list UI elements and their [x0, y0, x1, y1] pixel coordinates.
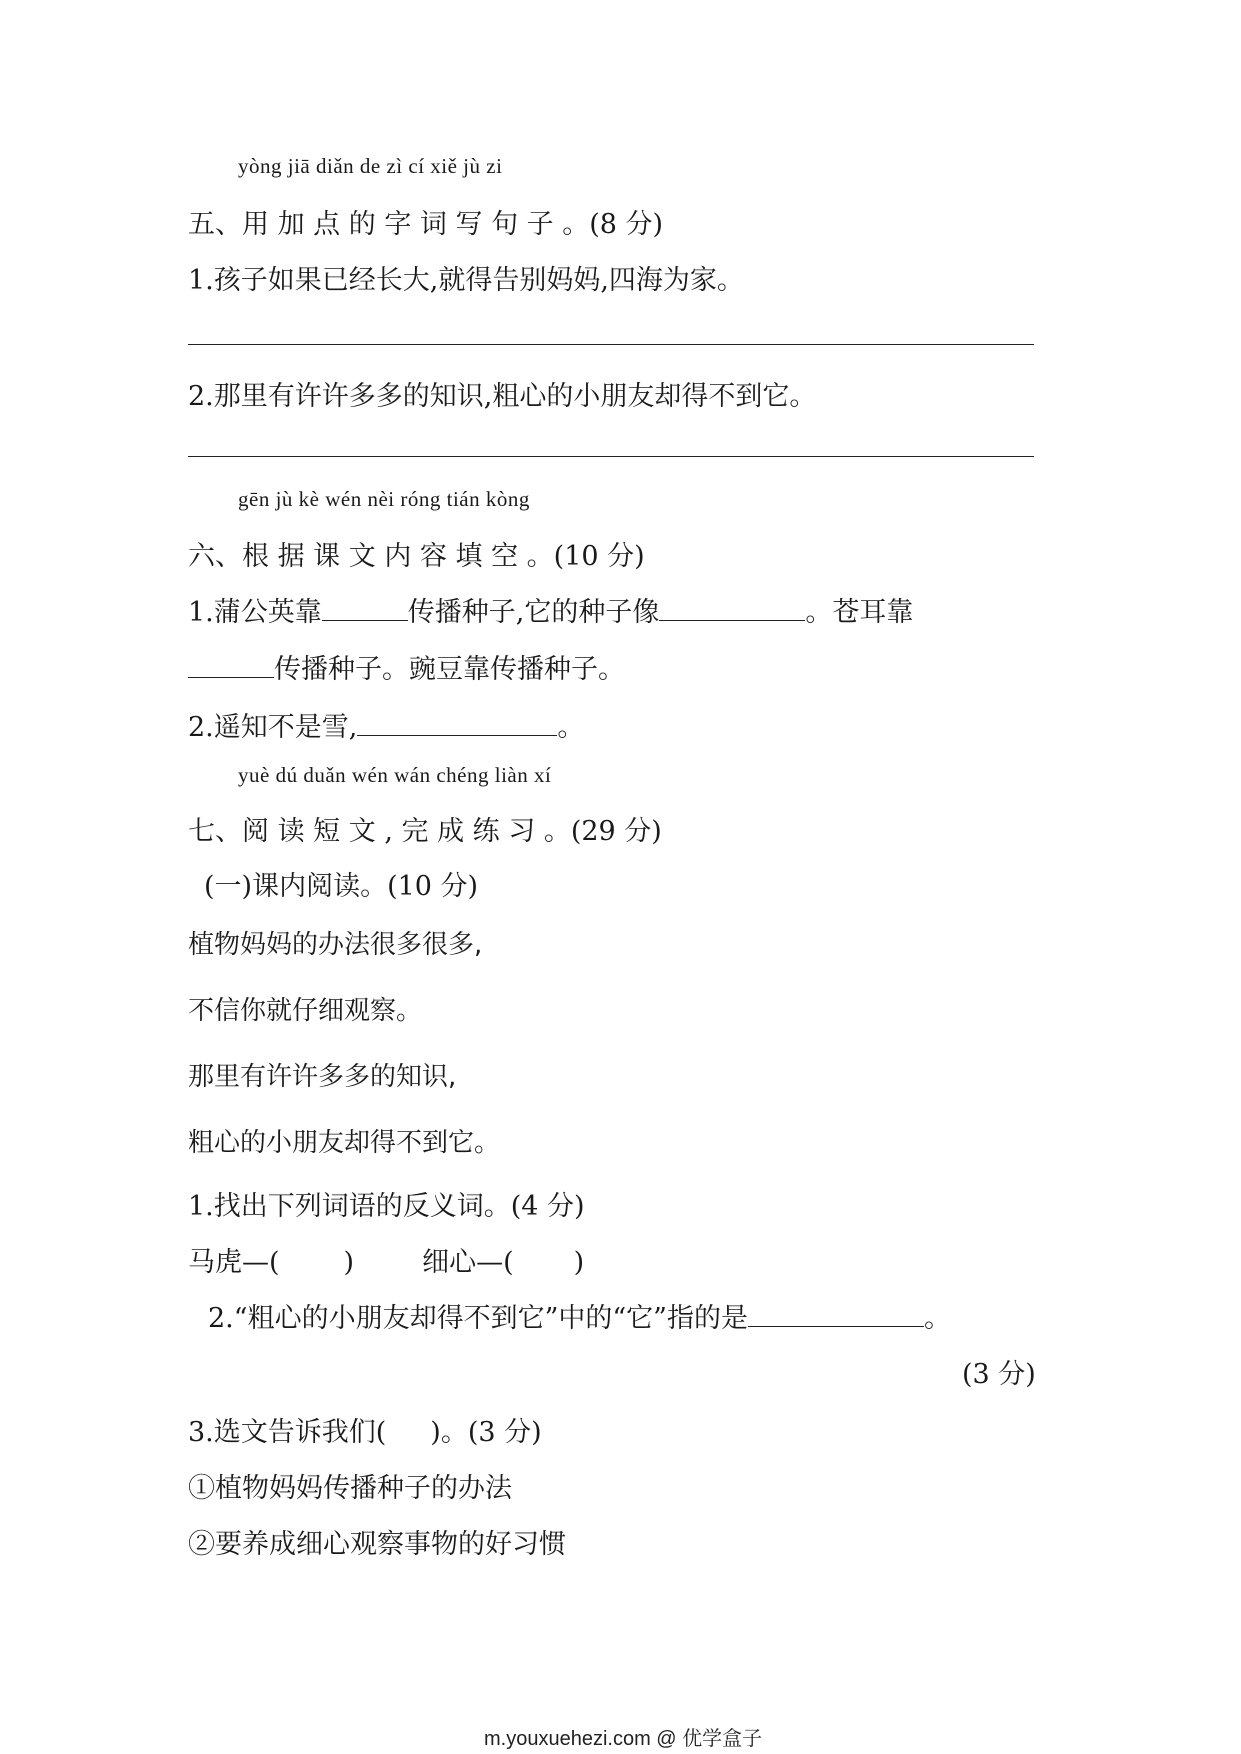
- section7-question-3: [188, 1410, 542, 1449]
- option-1: ①植物妈妈传播种子的办法: [188, 1473, 512, 1504]
- section6-q2-part-b: 。: [557, 712, 585, 743]
- section6-q2-part-a: 2.遥知不是雪,: [188, 712, 358, 743]
- section7-q2-score: (3 分): [962, 1359, 1036, 1390]
- section7-q3-text: 3.选文告诉我们(: [188, 1417, 387, 1448]
- section7-title: 七、阅 读 短 文 , 完 成 练 习 。(29 分): [188, 816, 662, 847]
- section7-q3-end: )。(3 分): [430, 1417, 542, 1448]
- antonym-word-2: 细心—(: [422, 1247, 514, 1278]
- section7-subtitle: (一)课内阅读。(10 分): [204, 871, 479, 902]
- section5-pinyin: yòng jiā diǎn de zì cí xiě jù zi: [238, 154, 503, 178]
- footer-watermark: m.youxuehezi.com @ 优学盒子: [484, 1728, 763, 1750]
- antonym-close-2: ): [573, 1247, 585, 1278]
- fill-blank-1[interactable]: [322, 598, 408, 621]
- section5-question-2: 2.那里有许许多多的知识,粗心的小朋友却得不到它。: [188, 381, 817, 412]
- antonym-word-1: 马虎—(: [188, 1247, 280, 1278]
- section7-question-2: [208, 1296, 951, 1335]
- answer-line-1[interactable]: [188, 344, 1034, 345]
- fill-blank-5[interactable]: [748, 1304, 924, 1327]
- section6-pinyin: gēn jù kè wén nèi róng tián kòng: [238, 487, 530, 511]
- fill-blank-3[interactable]: [188, 655, 274, 678]
- section6-q1-part-a: 1.蒲公英靠: [188, 597, 322, 628]
- section7-q2-text: 2.“粗心的小朋友却得不到它”中的“它”指的是: [208, 1303, 748, 1334]
- section6-title: 六、根 据 课 文 内 容 填 空 。(10 分): [188, 541, 645, 572]
- poem-line-1: 植物妈妈的办法很多很多,: [188, 930, 483, 960]
- section7-question-1: 1.找出下列词语的反义词。(4 分): [188, 1191, 585, 1222]
- section6-question-2: [188, 705, 584, 744]
- section7-pinyin: yuè dú duǎn wén wán chéng liàn xí: [238, 763, 552, 787]
- poem-line-2: 不信你就仔细观察。: [188, 996, 423, 1026]
- section7-q2-end: 。: [923, 1303, 951, 1334]
- answer-line-2[interactable]: [188, 456, 1034, 457]
- section6-question-1-cont: [188, 647, 625, 686]
- poem-line-4: 粗心的小朋友却得不到它。: [188, 1128, 501, 1158]
- antonym-row: [188, 1240, 584, 1279]
- section6-q1-part-c: 。苍耳靠: [805, 597, 914, 628]
- section5-question-1: 1.孩子如果已经长大,就得告别妈妈,四海为家。: [188, 265, 744, 296]
- fill-blank-4[interactable]: [357, 713, 557, 736]
- section6-q1-part-b: 传播种子,它的种子像: [407, 597, 660, 628]
- option-2: ②要养成细心观察事物的好习惯: [188, 1529, 566, 1560]
- section6-q1-part-d: 传播种子。豌豆靠传播种子。: [274, 654, 625, 685]
- section5-title: 五、用 加 点 的 字 词 写 句 子 。(8 分): [188, 209, 664, 240]
- section6-question-1: [188, 590, 913, 629]
- poem-line-3: 那里有许许多多的知识,: [188, 1062, 457, 1092]
- antonym-close-1: ): [343, 1247, 355, 1278]
- fill-blank-2[interactable]: [659, 598, 805, 621]
